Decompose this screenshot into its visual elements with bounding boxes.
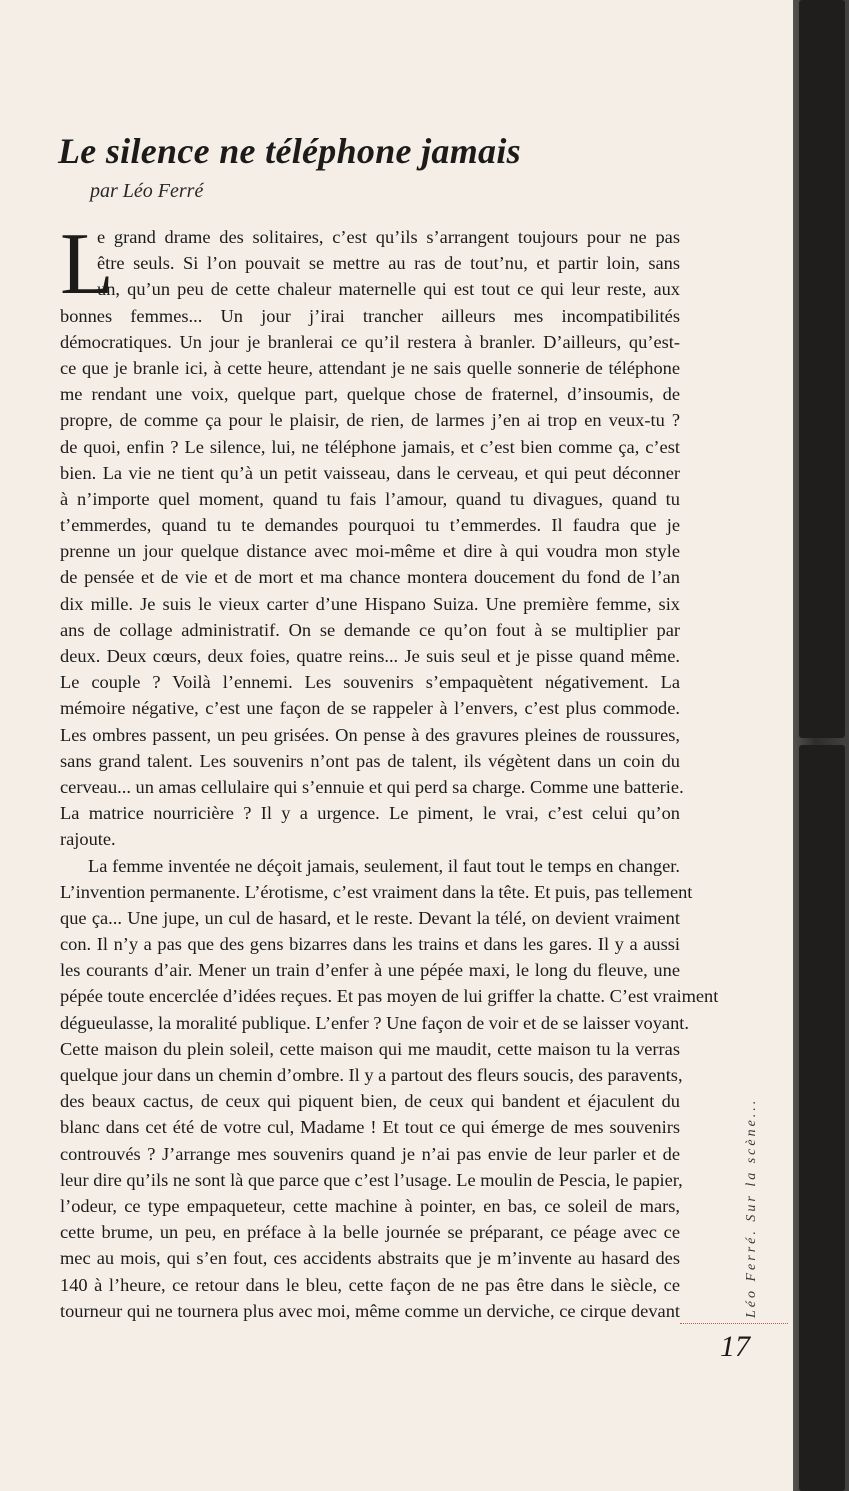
next-page-edge-lower <box>799 745 845 1491</box>
text-line: de pensée et de vie et de mort et ma chance montera doucement du fond de l’an <box>60 567 680 588</box>
text-line: La femme inventée ne déçoit jamais, seulement, il faut tout le temps en changer. <box>88 855 680 876</box>
text-line: propre, de comme ça pour le plaisir, de rien, de larmes j’en ai trop en veux-tu ? <box>60 410 680 431</box>
text-line: être seuls. Si l’on pouvait se mettre au ras de tout’nu, et partir loin, sans <box>97 253 680 274</box>
text-line: controuvés ? J’arrange mes souvenirs quand je n’ai pas envie de leur parler et de <box>60 1143 680 1164</box>
text-line: ans de collage administratif. On se demande ce qu’on fout à se multiplier par <box>60 619 680 640</box>
text-line: Cette maison du plein soleil, cette maison qui me maudit, cette maison tu la verras <box>60 1038 680 1059</box>
text-line: rajoute. <box>60 829 116 850</box>
text-line: deux. Deux cœurs, deux foies, quatre reins... Je suis seul et je pisse quand même. <box>60 646 680 666</box>
text-line: sans grand talent. Les souvenirs n’ont pas de talent, ils végètent dans un coin du <box>60 750 680 771</box>
page-edge <box>793 0 849 1491</box>
text-line: cerveau... un amas cellulaire qui s’ennuie et qui perd sa charge. Comme une batterie. <box>60 776 684 797</box>
article-title: Le silence ne téléphone jamais <box>58 131 521 171</box>
running-head: Léo Ferré. Sur la scène... <box>744 1097 759 1318</box>
footer-rule <box>680 1323 788 1324</box>
drop-cap: L <box>60 216 114 313</box>
text-line: des beaux cactus, de ceux qui piquent bien, de ceux qui bandent et éjaculent du <box>60 1091 680 1112</box>
text-line: quelque jour dans un chemin d’ombre. Il y a partout des fleurs soucis, des paravents, <box>60 1065 683 1085</box>
text-line: blanc dans cet été de votre cul, Madame ! Et tout ce qui émerge de mes souvenirs <box>60 1117 680 1138</box>
text-line: de quoi, enfin ? Le silence, lui, ne téléphone jamais, et c’est bien comme ça, c’est <box>60 436 680 457</box>
text-line: l’odeur, ce type empaqueteur, cette machine à pointer, en bas, ce soleil de mars, <box>60 1195 680 1216</box>
text-line: leur dire qu’ils ne sont là que parce que c’est l’usage. Le moulin de Pescia, le papier, <box>60 1169 683 1190</box>
article-body <box>60 216 719 1324</box>
text-line: La matrice nourricière ? Il y a urgence. Le piment, le vrai, c’est celui qu’on <box>60 803 680 824</box>
text-line: 140 à l’heure, ce retour dans le bleu, cette façon de ne pas être dans le siècle, ce <box>60 1274 680 1295</box>
text-line: bonnes femmes... Un jour j’irai trancher ailleurs mes incompatibilités <box>60 305 680 326</box>
page-number: 17 <box>720 1330 750 1363</box>
text-line: prenne un jour quelque distance avec moi-même et dire à qui voudra mon style <box>60 541 680 562</box>
text-line: bien. La vie ne tient qu’à un petit vaisseau, dans le cerveau, et qui peut déconner <box>60 462 680 483</box>
text-line: mec au mois, qui s’en fout, ces accidents abstraits que je m’invente au hasard des <box>60 1248 680 1269</box>
article-byline: par Léo Ferré <box>90 180 204 202</box>
text-line: me rendant une voix, quelque part, quelque chose de fraternel, d’insoumis, de <box>60 384 680 405</box>
text-line: L’invention permanente. L’érotisme, c’est vraiment dans la tête. Et puis, pas tellement <box>60 881 693 902</box>
text-line: un, qu’un peu de cette chaleur maternelle qui est tout ce qui leur reste, aux <box>97 279 680 300</box>
text-line: con. Il n’y a pas que des gens bizarres dans les trains et dans les gares. Il y a aussi <box>60 934 680 955</box>
text-line: ce que je branle ici, à cette heure, attendant je ne sais quelle sonnerie de téléphone <box>60 357 680 378</box>
text-line: cette brume, un peu, en préface à la belle journée se préparant, ce péage avec ce <box>60 1222 680 1243</box>
text-line: démocratiques. Un jour je branlerai ce qu’il restera à branler. D’ailleurs, qu’est- <box>60 331 680 352</box>
text-line: e grand drame des solitaires, c’est qu’ils s’arrangent toujours pour ne pas <box>97 227 680 247</box>
text-line: pépée toute encerclée d’idées reçues. Et pas moyen de lui griffer la chatte. C’est vraiment <box>60 986 719 1007</box>
next-page-edge-upper <box>799 0 845 738</box>
text-line: que ça... Une jupe, un cul de hasard, et le reste. Devant la télé, on devient vraiment <box>60 907 680 928</box>
text-line: Les ombres passent, un peu grisées. On pense à des gravures pleines de roussures, <box>60 724 680 745</box>
text-line: les courants d’air. Mener un train d’enfer à une pépée maxi, le long du fleuve, une <box>60 960 680 981</box>
text-line: t’emmerdes, quand tu te demandes pourquoi tu t’emmerdes. Il faudra que je <box>60 515 680 536</box>
text-line: Le couple ? Voilà l’ennemi. Les souvenirs s’empaquètent négativement. La <box>60 672 680 693</box>
text-line: dix mille. Je suis le vieux carter d’une Hispano Suiza. Une première femme, six <box>60 593 680 614</box>
text-line: tourneur qui ne tournera plus avec moi, même comme un derviche, ce cirque devant <box>60 1300 680 1321</box>
text-line: dégueulasse, la moralité publique. L’enfer ? Une façon de voir et de se laisser voyant. <box>60 1012 689 1033</box>
text-line: mémoire négative, c’est une façon de se rappeler à l’envers, c’est plus commode. <box>60 698 680 719</box>
text-line: à n’importe quel moment, quand tu fais l’amour, quand tu divagues, quand tu <box>60 488 680 509</box>
